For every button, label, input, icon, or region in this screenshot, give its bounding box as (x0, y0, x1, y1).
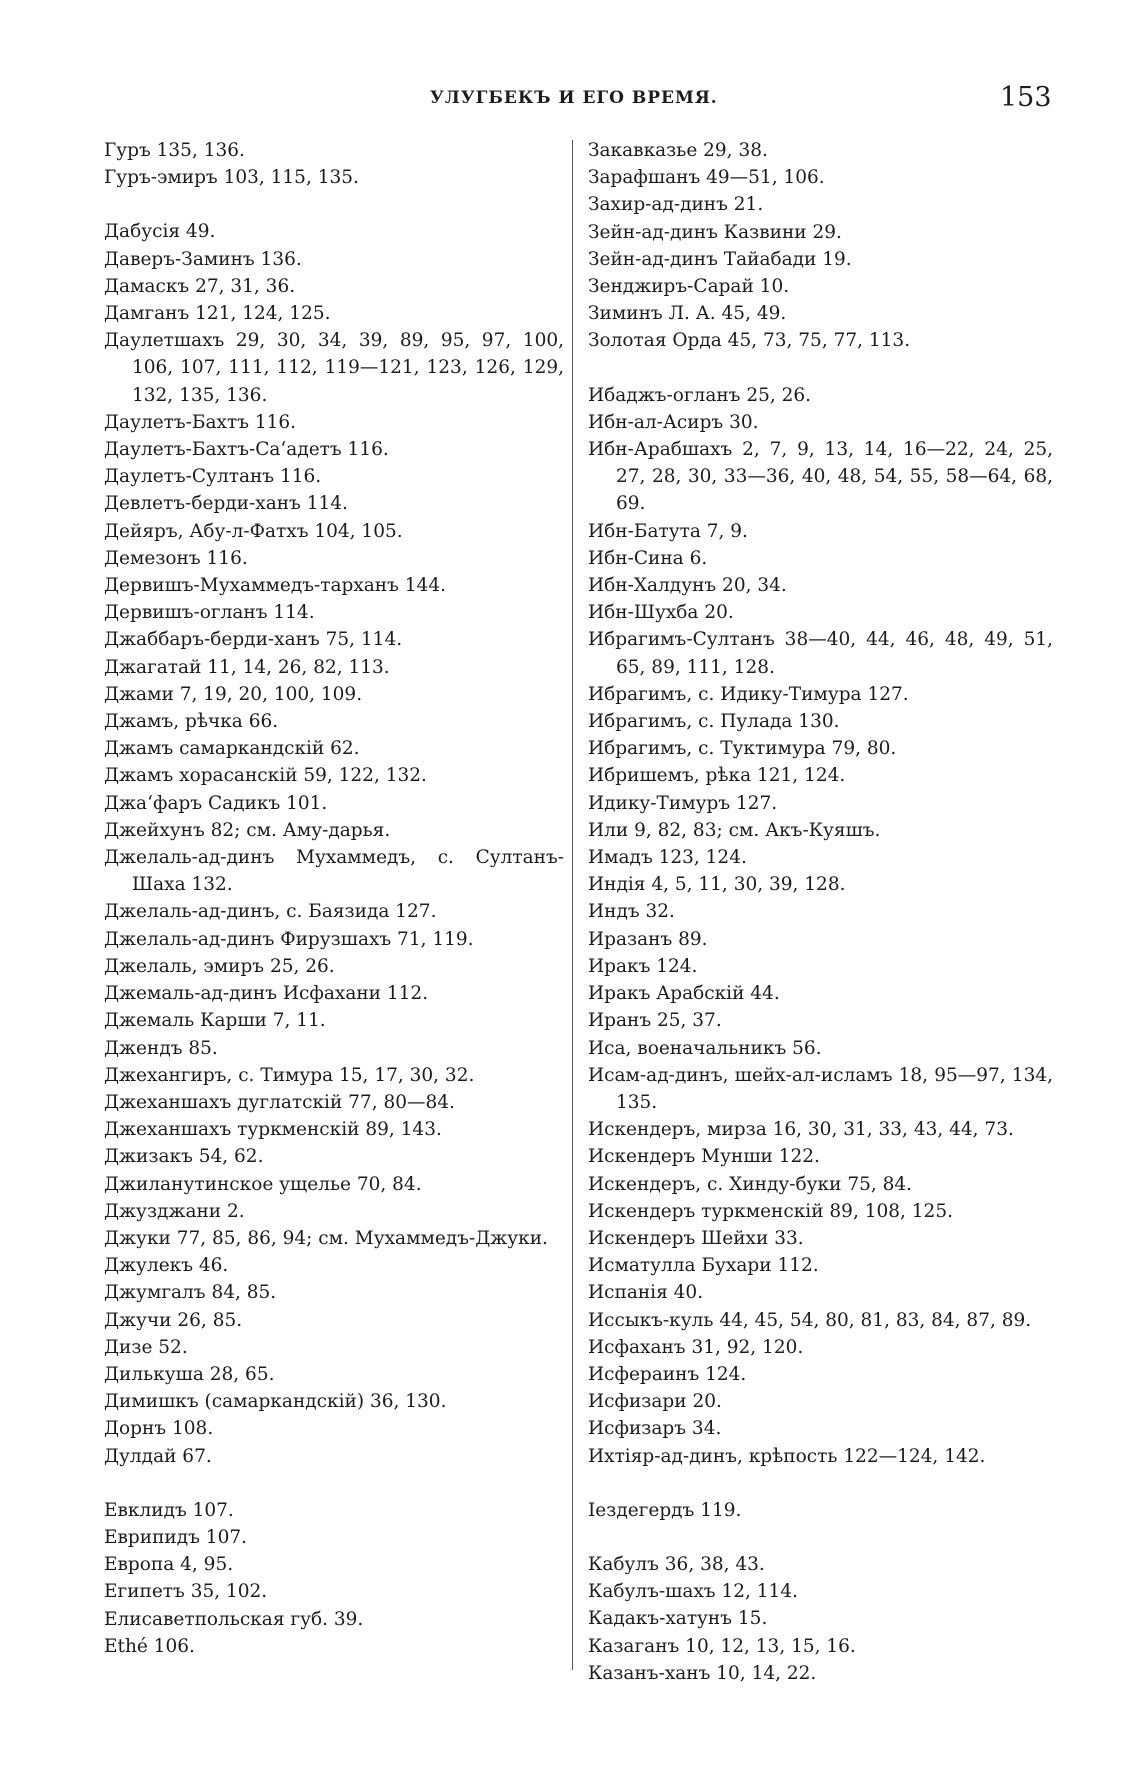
index-entry: Искендеръ Мунши 122. (588, 1146, 820, 1168)
index-entry: Идику-Тимуръ 127. (588, 792, 778, 814)
index-entry: Зиминъ Л. А. 45, 49. (588, 303, 787, 325)
index-entry: Джагатай 11, 14, 26, 82, 113. (104, 656, 390, 678)
index-entry: Исфизаръ 34. (588, 1418, 722, 1440)
index-entry: Джаббаръ-берди-ханъ 75, 114. (104, 629, 403, 651)
index-entry: Европа 4, 95. (104, 1554, 234, 1576)
index-entry: Дейяръ, Абу-л-Фатхъ 104, 105. (104, 520, 403, 542)
index-entry: Казанъ-ханъ 10, 14, 22. (588, 1662, 817, 1684)
index-entry: Ethé 106. (104, 1635, 195, 1657)
index-entry: Джейхунъ 82; см. Аму-дарья. (104, 819, 391, 841)
index-entry: Джуки 77, 85, 86, 94; см. Мухаммедъ-Джуки. (104, 1227, 548, 1249)
index-entry: Ибн-ал-Асиръ 30. (588, 411, 759, 433)
index-entry: Дорнъ 108. (104, 1418, 214, 1440)
index-entry: Имадъ 123, 124. (588, 847, 747, 869)
running-header (0, 82, 1140, 112)
index-entry: Даулетъ-Бахтъ 116. (104, 411, 297, 433)
index-entry: Ибрагимъ, с. Туктимура 79, 80. (588, 738, 897, 760)
index-entry: Индія 4, 5, 11, 30, 39, 128. (588, 874, 846, 896)
column-divider (572, 140, 573, 1670)
index-entry: Джелаль-ад-динъ, с. Баязида 127. (104, 901, 437, 923)
index-entry: Исам-ад-динъ, шейх-ал-исламъ 18, 95—97, 134, 135. (588, 1064, 1053, 1113)
index-entry: Искендеръ туркменскій 89, 108, 125. (588, 1200, 953, 1222)
index-entry: Зейн-ад-динъ Тайабади 19. (588, 248, 852, 270)
index-entry: Джемаль-ад-динъ Исфахани 112. (104, 983, 429, 1005)
index-column-right (588, 137, 1053, 1687)
index-entry: Еврипидъ 107. (104, 1526, 247, 1548)
index-entry: Гуръ 135, 136. (104, 140, 245, 161)
running-title: УЛУГБЕКЪ И ЕГО ВРЕМЯ. (430, 88, 718, 108)
index-entry: Ибн-Батута 7, 9. (588, 520, 748, 542)
index-entry: Джамъ, рѣчка 66. (104, 711, 279, 733)
index-entry: Джулекъ 46. (104, 1255, 229, 1277)
index-entry: Іездегердъ 119. (588, 1499, 742, 1521)
index-entry: Джехангиръ, с. Тимура 15, 17, 30, 32. (104, 1064, 475, 1086)
index-entry: Гуръ-эмиръ 103, 115, 135. (104, 167, 359, 189)
index-entry: Джамъ самаркандскій 62. (104, 738, 360, 760)
index-entry: Кабулъ-шахъ 12, 114. (588, 1581, 798, 1603)
index-entry: Даулетшахъ 29, 30, 34, 39, 89, 95, 97, 100, 106, 107, 111, 112, 119—121, 123, 126, 129, 132, 135, 136. (104, 330, 564, 406)
index-entry: Искендеръ, с. Хинду-буки 75, 84. (588, 1173, 913, 1195)
index-entry: Джелаль-ад-динъ Мухаммедъ, с. Султанъ-Шаха 132. (104, 847, 564, 896)
index-entry: Джизакъ 54, 62. (104, 1146, 264, 1168)
group-gap (588, 1470, 1053, 1497)
index-entry: Ибн-Шухба 20. (588, 602, 734, 624)
index-entry: Исматулла Бухари 112. (588, 1255, 819, 1277)
group-gap (104, 1470, 564, 1497)
index-entry: Казаганъ 10, 12, 13, 15, 16. (588, 1635, 856, 1657)
index-entry: Джузджани 2. (104, 1200, 245, 1222)
group-gap (588, 355, 1053, 382)
index-entry: Иразанъ 89. (588, 928, 708, 950)
index-entry: Иранъ 25, 37. (588, 1010, 722, 1032)
index-entry: Ибрагимъ-Султанъ 38—40, 44, 46, 48, 49, 51, 65, 89, 111, 128. (588, 629, 1053, 678)
index-entry: Кабулъ 36, 38, 43. (588, 1553, 765, 1575)
index-entry: Дилькуша 28, 65. (104, 1363, 275, 1385)
index-entry: Иракъ 124. (588, 955, 698, 977)
index-entry: Ибришемъ, рѣка 121, 124. (588, 765, 846, 787)
index-entry: Джиланутинское ущелье 70, 84. (104, 1173, 422, 1195)
index-entry: Дизе 52. (104, 1336, 188, 1358)
index-entry: Иссыкъ-куль 44, 45, 54, 80, 81, 83, 84, 87, 89. (588, 1309, 1032, 1331)
index-entry: Девлетъ-берди-ханъ 114. (104, 493, 348, 515)
page-number: 153 (1000, 82, 1052, 113)
index-entry: Дамганъ 121, 124, 125. (104, 303, 331, 325)
index-entry: Демезонъ 116. (104, 547, 248, 569)
index-column-left (104, 137, 564, 1660)
index-entry: Дулдай 67. (104, 1445, 212, 1467)
index-entry: Дервишъ-Мухаммедъ-тарханъ 144. (104, 575, 446, 597)
index-entry: Иракъ Арабскій 44. (588, 983, 780, 1005)
index-entry: Джумгалъ 84, 85. (104, 1282, 277, 1304)
index-entry: Даулетъ-Султанъ 116. (104, 466, 322, 488)
index-entry: Джелаль, эмиръ 25, 26. (104, 955, 335, 977)
group-gap (588, 1524, 1053, 1551)
index-entry: Дабусія 49. (104, 221, 216, 243)
index-entry: Искендеръ Шейхи 33. (588, 1227, 804, 1249)
index-entry: Ихтіяр-ад-динъ, крѣпость 122—124, 142. (588, 1445, 986, 1467)
index-entry: Ибрагимъ, с. Пулада 130. (588, 711, 840, 733)
index-entry: Евклидъ 107. (104, 1499, 234, 1521)
index-entry: Зейн-ад-динъ Казвини 29. (588, 221, 842, 243)
index-entry: Джелаль-ад-динъ Фирузшахъ 71, 119. (104, 928, 474, 950)
index-entry: Джами 7, 19, 20, 100, 109. (104, 683, 363, 705)
index-entry: Джендъ 85. (104, 1037, 218, 1059)
index-entry: Ибаджъ-огланъ 25, 26. (588, 384, 812, 406)
index-entry: Или 9, 82, 83; см. Акъ-Куяшъ. (588, 819, 881, 841)
index-entry: Закавказье 29, 38. (588, 140, 768, 161)
index-entry: Золотая Орда 45, 73, 75, 77, 113. (588, 330, 911, 352)
index-entry: Джеханшахъ дуглатскій 77, 80—84. (104, 1091, 455, 1113)
index-entry: Джамъ хорасанскій 59, 122, 132. (104, 765, 427, 787)
index-entry: Испанія 40. (588, 1282, 704, 1304)
index-entry: Елисаветпольская губ. 39. (104, 1608, 364, 1630)
index-entry: Дамаскъ 27, 31, 36. (104, 275, 296, 297)
index-entry: Дервишъ-огланъ 114. (104, 602, 315, 624)
index-entry: Зенджиръ-Сарай 10. (588, 276, 790, 298)
index-entry: Ибн-Арабшахъ 2, 7, 9, 13, 14, 16—22, 24, 25, 27, 28, 30, 33—36, 40, 48, 54, 55, 58—64, 68, 69. (588, 439, 1053, 515)
index-entry: Исфераинъ 124. (588, 1363, 747, 1385)
index-entry: Димишкъ (самаркандскій) 36, 130. (104, 1391, 447, 1413)
index-entry: Индъ 32. (588, 901, 675, 923)
index-entry: Даулетъ-Бахтъ-Саʻадетъ 116. (104, 439, 389, 461)
index-entry: Ибн-Сина 6. (588, 547, 708, 569)
index-entry: Исфизари 20. (588, 1391, 722, 1413)
index-entry: Захир-ад-динъ 21. (588, 194, 764, 216)
index-entry: Джаʻфаръ Садикъ 101. (104, 792, 328, 814)
index-entry: Иса, военачальникъ 56. (588, 1037, 822, 1059)
index-entry: Ибрагимъ, с. Идику-Тимура 127. (588, 683, 909, 705)
index-entry: Египетъ 35, 102. (104, 1581, 268, 1603)
index-entry: Исфаханъ 31, 92, 120. (588, 1336, 804, 1358)
index-entry: Даверъ-Заминъ 136. (104, 248, 302, 270)
index-entry: Кадакъ-хатунъ 15. (588, 1608, 768, 1630)
index-entry: Зарафшанъ 49—51, 106. (588, 167, 825, 189)
index-entry: Искендеръ, мирза 16, 30, 31, 33, 43, 44, 73. (588, 1119, 1014, 1141)
index-entry: Джеханшахъ туркменскій 89, 143. (104, 1119, 442, 1141)
index-entry: Джучи 26, 85. (104, 1309, 243, 1331)
index-entry: Джемаль Карши 7, 11. (104, 1010, 326, 1032)
group-gap (104, 191, 564, 218)
index-entry: Ибн-Халдунъ 20, 34. (588, 575, 787, 597)
